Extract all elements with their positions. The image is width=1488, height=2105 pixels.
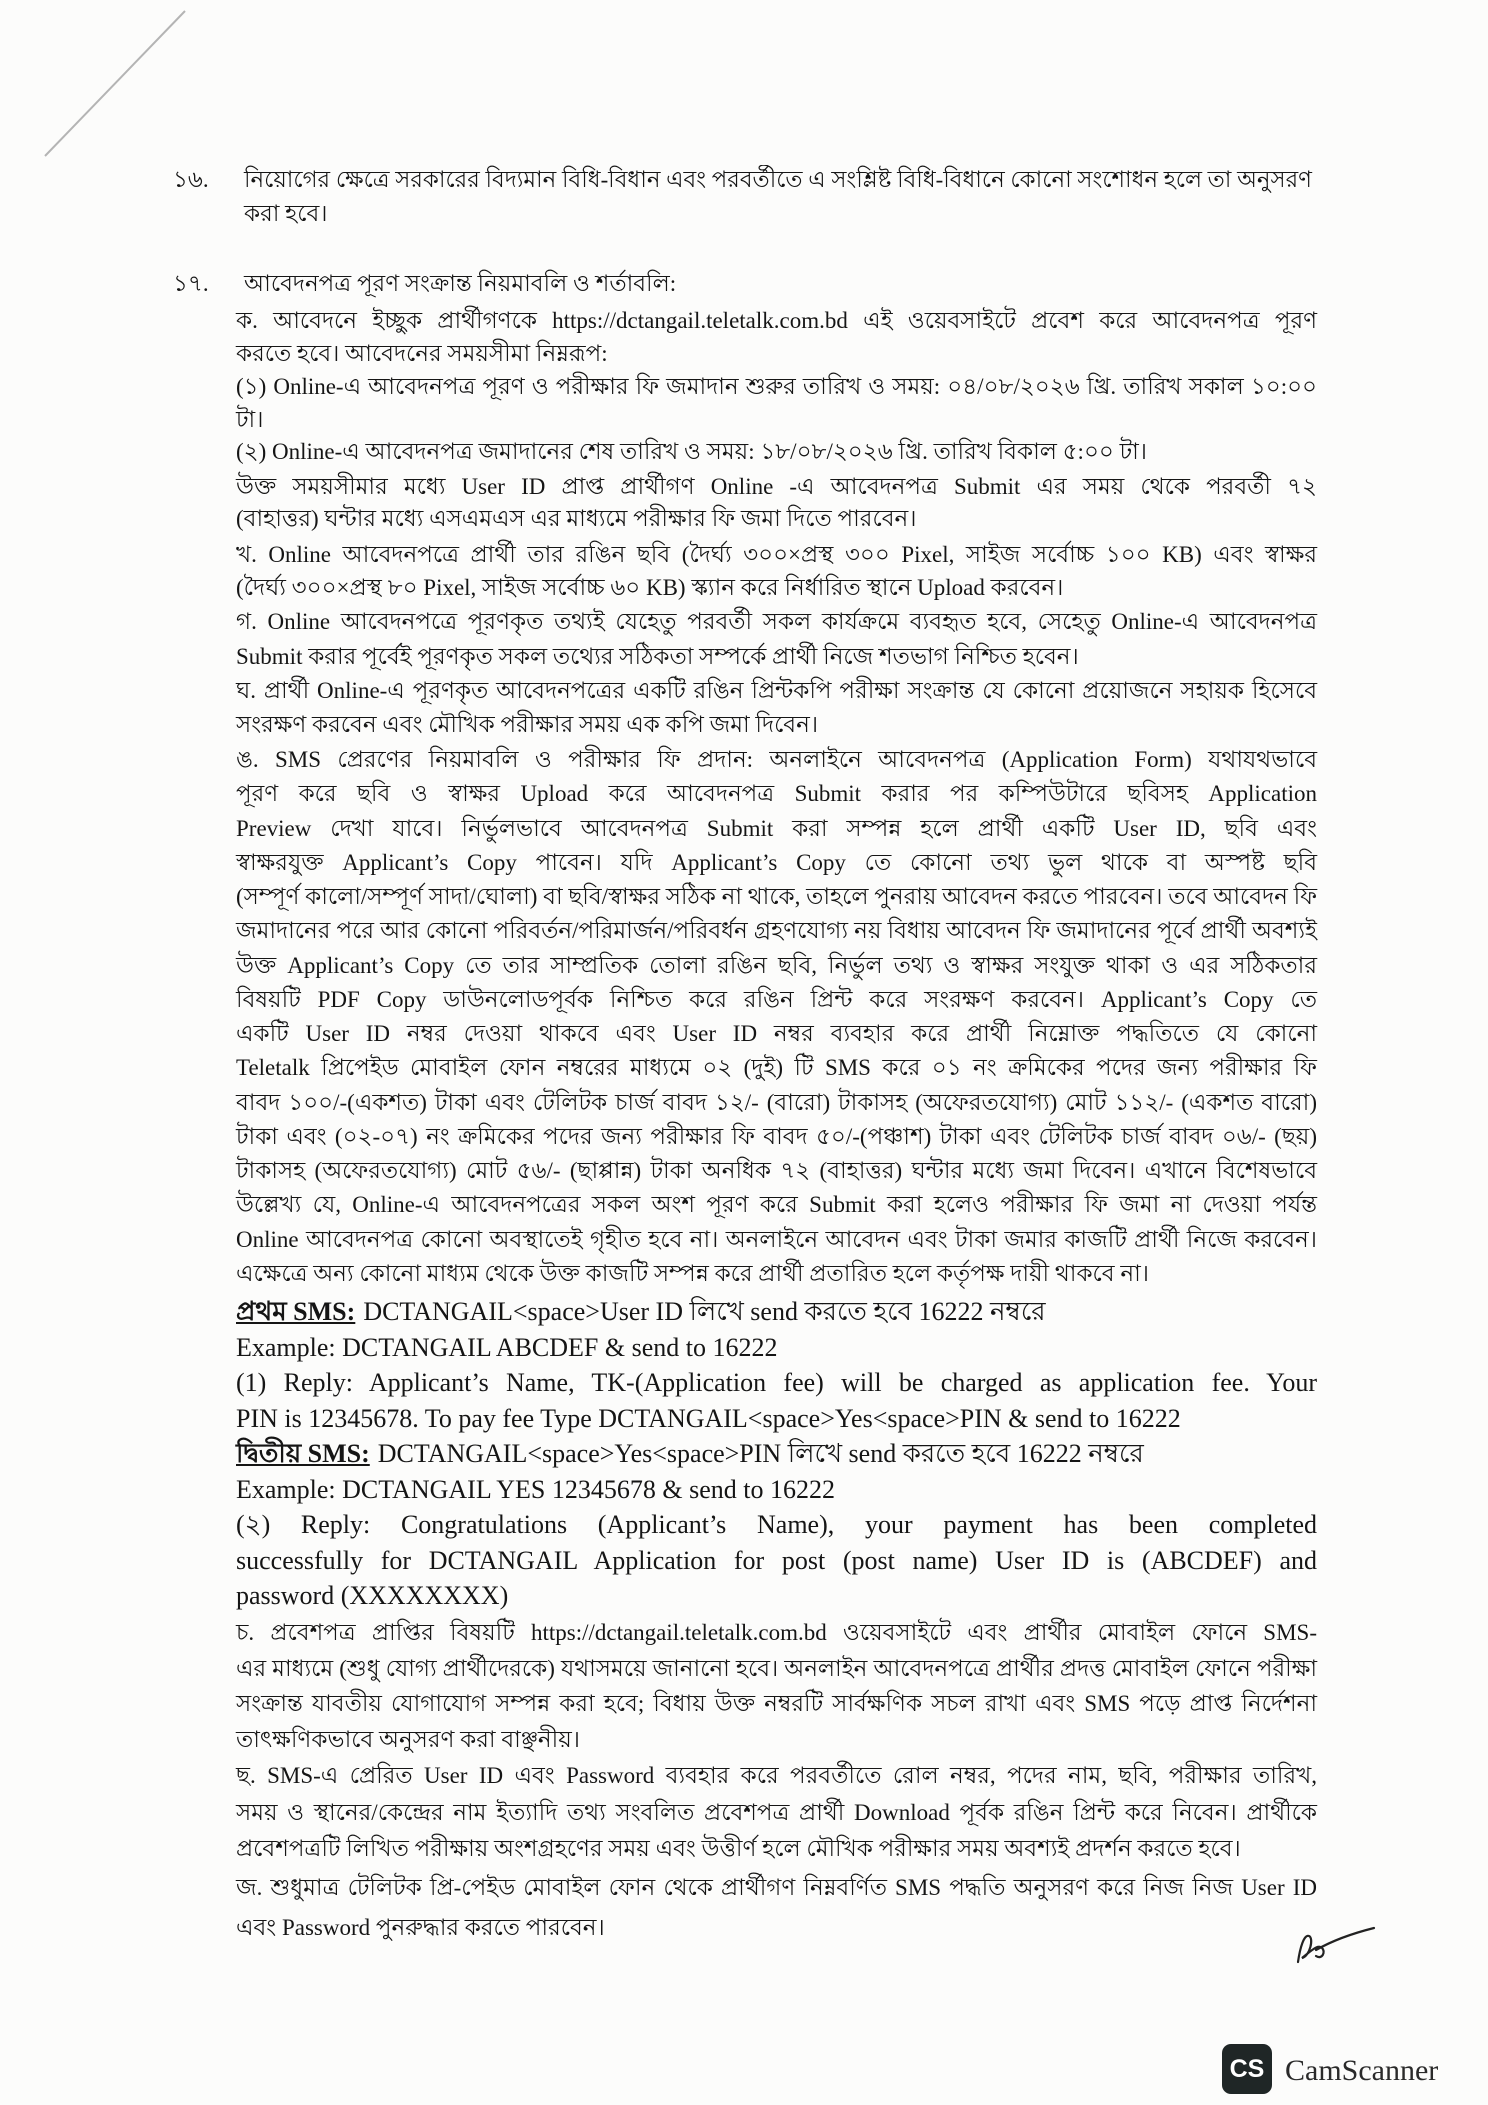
clause-nga-line: বাবদ ১০০/-(একশত) টাকা এবং টেলিটক চার্জ বাবদ ১২/- (বারো) টাকাসহ (অফেরতযোগ্য) মোট ১১২/- (একশত বারো) [236,1089,1317,1115]
item-16-line: করা হবে। [244,201,328,226]
clause-chha-line: প্রবেশপত্রটি লিখিত পরীক্ষায় অংশগ্রহণের সময় এবং উত্তীর্ণ হলে মৌখিক পরীক্ষার সময় অবশ্যই প্রদর্শন করতে হবে। [236,1836,1241,1861]
clause-ka-start-date-line: টা। [236,407,264,432]
clause-ka [236,304,1317,370]
clause-chha-line: ছ. SMS-এ প্রেরিত User ID এবং Password ব্যবহার করে পরবর্তীতে রোল নম্বর, পদের নাম, ছবি, পরীক্ষার তারিখ, [236,1763,1317,1788]
clause-ga [236,604,1317,674]
sms-second-text: DCTANGAIL<space>Yes<space>PIN লিখে send করতে হবে 16222 নম্বরে [377,1439,1144,1468]
clause-kha-line: খ. Online আবেদনপত্রে প্রার্থী তার রঙিন ছবি (দৈর্ঘ্য ৩০০×প্রস্থ ৩০০ Pixel, সাইজ সর্বোচ্চ ১০০ KB) এবং স্বাক্ষর [236,542,1317,567]
clause-nga-line: Preview দেখা যাবে। নির্ভুলভাবে আবেদনপত্র Submit করা সম্পন্ন হলে প্রার্থী একটি User ID, ছবি এবং [236,815,1317,841]
sms-first-text: DCTANGAIL<space>User ID লিখে send করতে হবে 16222 নম্বরে [363,1297,1046,1326]
sms-second-reply-line: password (XXXXXXXX) [236,1581,509,1610]
sms-first-line [236,1294,1317,1330]
clause-nga-line: (সম্পূর্ণ কালো/সম্পূর্ণ সাদা/ঘোলা) বা ছবি/স্বাক্ষর সঠিক না থাকে, তাহলে পুনরায় আবেদন করতে পারবেন। তবে আবেদন ফি [236,884,1317,910]
clause-ka-end-date [236,435,1317,469]
sms-second-line [236,1436,1317,1472]
clause-ka-start-date-line: (১) Online-এ আবেদনপত্র পূরণ ও পরীক্ষার ফি জমাদান শুরুর তারিখ ও সময়: ০৪/০৮/২০২৬ খ্রি. তারিখ সকাল ১০:০০ [236,374,1317,399]
clause-chha-line: সময় ও স্থানের/কেন্দ্রের নাম ইত্যাদি তথ্য সংবলিত প্রবেশপত্র প্রার্থী Download পূর্বক রঙিন প্রিন্ট করে নিবেন। প্রার্থীকে [236,1799,1317,1825]
scan-corner-fold-line [45,11,185,156]
camscanner-logo-icon: CS [1222,2044,1272,2094]
clause-ja-line: জ. শুধুমাত্র টেলিটক প্রি-পেইড মোবাইল ফোন থেকে প্রার্থীগণ নিম্নবর্ণিত SMS পদ্ধতি অনুসরণ করে নিজ নিজ User ID [236,1875,1317,1900]
item-16-number: ১৬. [173,167,209,192]
clause-ga-line: গ. Online আবেদনপত্রে পূরণকৃত তথ্যই যেহেতু পরবর্তী সকল কার্যক্রমে ব্যবহৃত হবে, সেহেতু Online-এ আবেদনপত্র [236,609,1317,634]
clause-nga-line: Online আবেদনপত্র কোনো অবস্থাতেই গৃহীত হবে না। অনলাইনে আবেদন এবং টাকা জমার কাজটি প্রার্থী নিজে করবেন। [236,1226,1317,1252]
clause-nga-line: জমাদানের পরে আর কোনো পরিবর্তন/পরিমার্জন/পরিবর্ধন গ্রহণযোগ্য নয় বিধায় আবেদন ফি জমাদানের পূর্বে প্রার্থী অবশ্যই [236,918,1317,944]
sms-first-example: Example: DCTANGAIL ABCDEF & send to 16222 [236,1332,778,1362]
item-16-line: নিয়োগের ক্ষেত্রে সরকারের বিদ্যমান বিধি-বিধান এবং পরবর্তীতে এ সংশ্লিষ্ট বিধি-বিধানে কোনো সংশোধন হলে তা অনুসরণ [244,167,1312,192]
clause-nga-line: পূরণ করে ছবি ও স্বাক্ষর Upload করে আবেদনপত্র Submit করার পর কম্পিউটারে ছবিসহ Application [236,781,1317,807]
clause-nga-line: স্বাক্ষরযুক্ত Applicant’s Copy পাবেন। যদি Applicant’s Copy তে কোনো তথ্য ভুল থাকে বা অস্পষ্ট ছবি [236,849,1317,875]
clause-cha-line: চ. প্রবেশপত্র প্রাপ্তির বিষয়টি https://dctangail.teletalk.com.bd ওয়েবসাইটে এবং প্রার্থীর মোবাইল ফোনে SMS- [236,1620,1317,1645]
clause-ka-line: করতে হবে। আবেদনের সময়সীমা নিম্নরূপ: [236,341,608,366]
clause-kha-line: (দৈর্ঘ্য ৩০০×প্রস্থ ৮০ Pixel, সাইজ সর্বোচ্চ ৬০ KB) স্ক্যান করে নির্ধারিত স্থানে Upload করবেন। [236,575,1064,600]
clause-ka-line: ক. আবেদনে ইচ্ছুক প্রার্থীগণকে https://dctangail.teletalk.com.bd এই ওয়েবসাইটে প্রবেশ করে আবেদনপত্র পূরণ [236,308,1317,333]
item-16-paragraph [244,163,1312,231]
clause-chha [236,1758,1317,1868]
clause-nga-line: টাকাসহ (অফেরতযোগ্য) মোট ৫৬/- (ছাপ্পান্ন) টাকা অনধিক ৭২ (বাহাত্তর) ঘন্টার মধ্যে জমা দিবেন। এখানে বিশেষভাবে [236,1158,1317,1184]
clause-ka-note [236,471,1317,535]
clause-ka-note-line: (বাহাত্তর) ঘন্টার মধ্যে এসএমএস এর মাধ্যমে পরীক্ষার ফি জমা দিতে পারবেন। [236,506,917,531]
sms-second-label: দ্বিতীয় SMS: [236,1439,370,1468]
sms-second-example: Example: DCTANGAIL YES 12345678 & send to 16222 [236,1474,835,1504]
clause-ga-line: Submit করার পূর্বেই পূরণকৃত সকল তথ্যের সঠিকতা সম্পর্কে প্রার্থী নিজে শতভাগ নিশ্চিত হবেন। [236,644,1079,669]
clause-ka-note-line: উক্ত সময়সীমার মধ্যে User ID প্রাপ্ত প্রার্থীগণ Online -এ আবেদনপত্র Submit এর সময় থেকে পরবর্তী ৭২ [236,474,1317,499]
clause-cha-line: তাৎক্ষণিকভাবে অনুসরণ করা বাঞ্ছনীয়। [236,1727,580,1753]
clause-nga-line: একটি User ID নম্বর দেওয়া থাকবে এবং User ID নম্বর ব্যবহার করে প্রার্থী নিম্নোক্ত পদ্ধতিতে যে কোনো [236,1021,1317,1047]
sms-second-reply-line: (২) Reply: Congratulations (Applicant’s Name), your payment has been completed [236,1510,1317,1539]
clause-ja [236,1868,1317,1948]
sms-first-reply-line: PIN is 12345678. To pay fee Type DCTANGAIL<space>Yes<space>PIN & send to 16222 [236,1403,1181,1433]
item-17-number: ১৭. [173,271,209,296]
clause-ka-start-date [236,370,1317,436]
sms-first-label: প্রথম SMS: [236,1297,356,1326]
clause-ka-end-date-line: (২) Online-এ আবেদনপত্র জমাদানের শেষ তারিখ ও সময়: ১৮/০৮/২০২৬ খ্রি. তারিখ বিকাল ৫:০০ টা। [236,439,1148,464]
clause-cha-line: এর মাধ্যমে (শুধু যোগ্য প্রার্থীদেরকে) যথাসময়ে জানানো হবে। অনলাইন আবেদনপত্রে প্রার্থীর প্রদত্ত মোবাইল ফোনে পরীক্ষা [236,1655,1317,1681]
clause-nga-line: উল্লেখ্য যে, Online-এ আবেদনপত্রের সকল অংশ পূরণ করে Submit করা হলেও পরীক্ষার ফি জমা না দেওয়া পর্যন্ত [236,1192,1317,1218]
clause-gha-line: ঘ. প্রার্থী Online-এ পূরণকৃত আবেদনপত্রের একটি রঙিন প্রিন্টকপি পরীক্ষা সংক্রান্ত যে কোনো প্রয়োজনে সহায়ক হিসেবে [236,678,1317,703]
clause-cha-line: সংক্রান্ত যাবতীয় যোগাযোগ সম্পন্ন করা হবে; বিধায় উক্ত নম্বরটি সার্বক্ষণিক সচল রাখা এবং SMS পড়ে প্রাপ্ত নির্দেশনা [236,1691,1317,1717]
item-17-heading [244,267,1312,301]
clause-kha [236,538,1317,604]
clause-gha-line: সংরক্ষণ করবেন এবং মৌখিক পরীক্ষার সময় এক কপি জমা দিবেন। [236,712,819,737]
sms-second-reply-line: successfully for DCTANGAIL Application for post (post name) User ID is (ABCDEF) and [236,1545,1317,1575]
clause-gha [236,674,1317,742]
clause-nga-line: এক্ষেত্রে অন্য কোনো মাধ্যম থেকে উক্ত কাজটি সম্পন্ন করে প্রার্থী প্রতারিত হলে কর্তৃপক্ষ দায়ী থাকবে না। [236,1260,1149,1286]
clause-nga-line: Teletalk প্রিপেইড মোবাইল ফোন নম্বরের মাধ্যমে ০২ (দুই) টি SMS করে ০১ নং ক্রমিকের পদের জন্য পরীক্ষার ফি [236,1055,1317,1081]
clause-ja-line: এবং Password পুনরুদ্ধার করতে পারবেন। [236,1915,605,1940]
clause-nga-line: ঙ. SMS প্রেরণের নিয়মাবলি ও পরীক্ষার ফি প্রদান: অনলাইনে আবেদনপত্র (Application Form) যথাযথভাবে [236,747,1317,772]
clause-cha [236,1615,1317,1758]
clause-nga-line: টাকা এবং (০২-০৭) নং ক্রমিকের পদের জন্য পরীক্ষার ফি বাবদ ৫০/-(পঞ্চাশ) টাকা এবং টেলিটক চার্জ বাবদ ০৬/- (ছয়) [236,1123,1317,1149]
camscanner-watermark-text: CamScanner [1285,2054,1439,2087]
sms-first-reply-line: (1) Reply: Applicant’s Name, TK-(Application fee) will be charged as application fee. Your [236,1368,1317,1397]
item-17-heading-text: আবেদনপত্র পূরণ সংক্রান্ত নিয়মাবলি ও শর্তাবলি: [244,271,677,296]
clause-nga-line: উক্ত Applicant’s Copy তে তার সাম্প্রতিক তোলা রঙিন ছবি, নির্ভুল তথ্য ও স্বাক্ষর সংযুক্ত থাকা ও এর সঠিকতার [236,952,1317,978]
sms-instructions [236,1294,1317,1614]
clause-nga [236,743,1317,1291]
clause-nga-line: বিষয়টি PDF Copy ডাউনলোডপূর্বক নিশ্চিত করে রঙিন প্রিন্ট করে সংরক্ষণ করবেন। Applicant’s Copy তে [236,986,1317,1012]
